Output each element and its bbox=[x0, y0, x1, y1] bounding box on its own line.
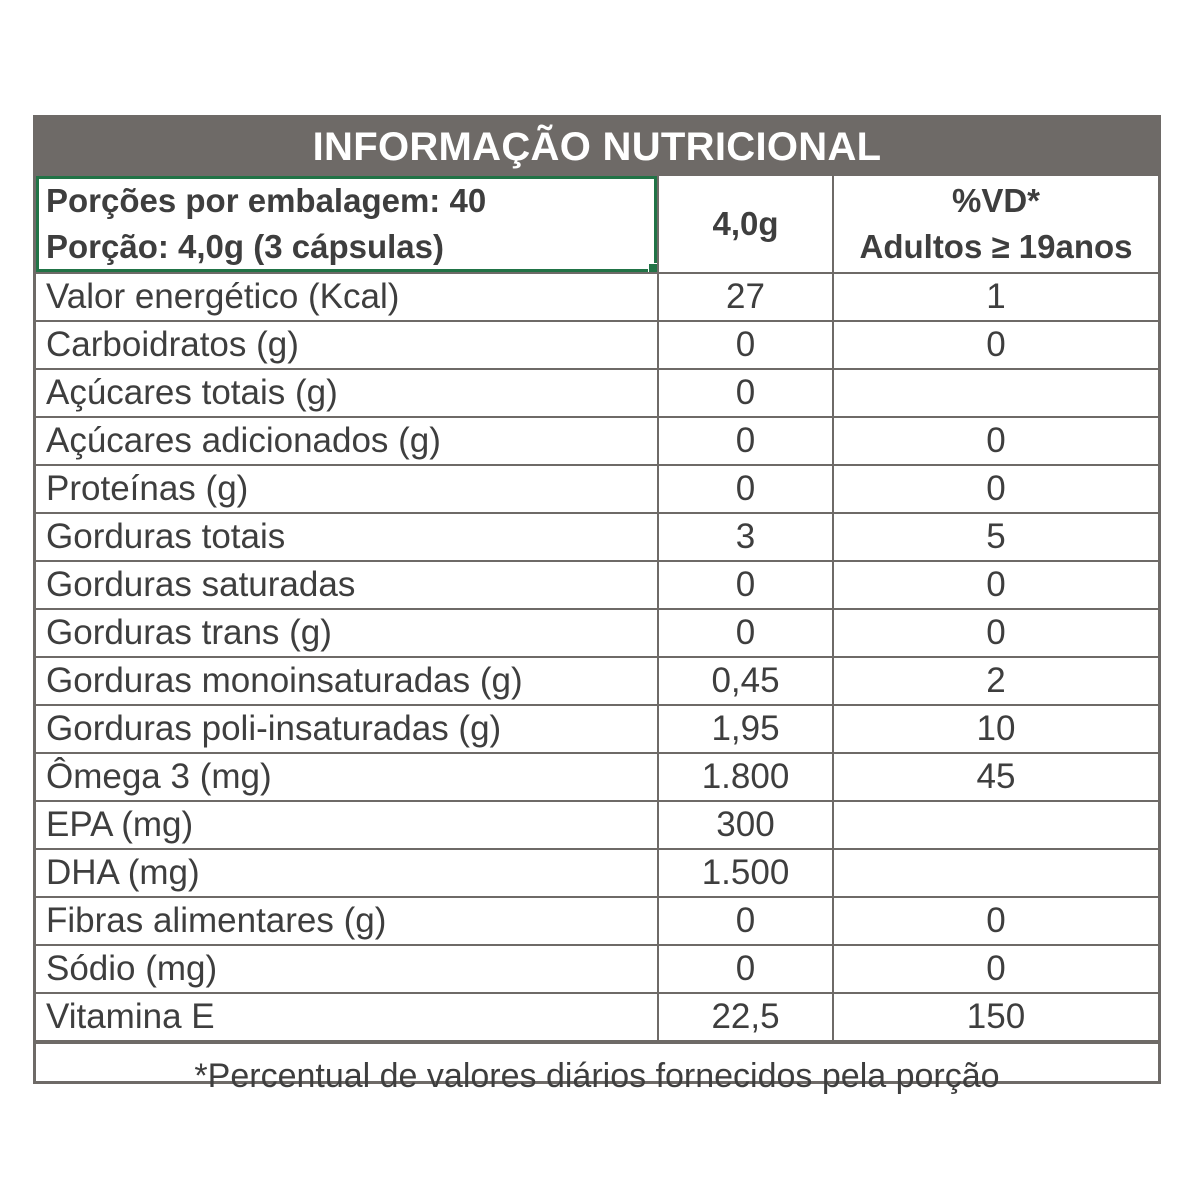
table-row bbox=[36, 513, 1158, 561]
nutrition-table-panel bbox=[33, 115, 1161, 1095]
amount-header-cell[interactable]: 4,0g bbox=[658, 176, 833, 273]
amount-cell[interactable]: 3 bbox=[658, 513, 833, 561]
nutrient-name-cell[interactable]: Proteínas (g) bbox=[36, 465, 658, 513]
amount-cell[interactable]: 1.800 bbox=[658, 753, 833, 801]
table-row bbox=[36, 849, 1158, 897]
portion-info-cell[interactable] bbox=[36, 176, 658, 273]
table-row bbox=[36, 801, 1158, 849]
vd-cell[interactable]: 0 bbox=[833, 417, 1158, 465]
vd-header-sublabel: Adultos ≥ 19anos bbox=[859, 228, 1133, 265]
vd-cell[interactable] bbox=[833, 801, 1158, 849]
table-row bbox=[36, 417, 1158, 465]
vd-cell[interactable]: 0 bbox=[833, 897, 1158, 945]
servings-per-package: Porções por embalagem: 40 bbox=[46, 182, 487, 219]
amount-cell[interactable]: 27 bbox=[658, 273, 833, 321]
amount-cell[interactable]: 0 bbox=[658, 321, 833, 369]
amount-cell[interactable]: 0 bbox=[658, 945, 833, 993]
vd-cell[interactable]: 10 bbox=[833, 705, 1158, 753]
nutrient-name-cell[interactable]: Gorduras trans (g) bbox=[36, 609, 658, 657]
nutrient-name-cell[interactable]: Vitamina E bbox=[36, 993, 658, 1041]
table-row bbox=[36, 465, 1158, 513]
vd-cell[interactable] bbox=[833, 369, 1158, 417]
header-row bbox=[36, 176, 1158, 273]
vd-header-label: %VD* bbox=[951, 182, 1041, 219]
nutrient-name-cell[interactable]: Açúcares totais (g) bbox=[36, 369, 658, 417]
amount-cell[interactable]: 1,95 bbox=[658, 705, 833, 753]
nutrient-name-cell[interactable]: Valor energético (Kcal) bbox=[36, 273, 658, 321]
nutrient-name-cell[interactable]: Gorduras monoinsaturadas (g) bbox=[36, 657, 658, 705]
table-row bbox=[36, 273, 1158, 321]
amount-cell[interactable]: 0,45 bbox=[658, 657, 833, 705]
vd-cell[interactable]: 1 bbox=[833, 273, 1158, 321]
amount-cell[interactable]: 300 bbox=[658, 801, 833, 849]
table-row bbox=[36, 369, 1158, 417]
amount-cell[interactable]: 22,5 bbox=[658, 993, 833, 1041]
table-row bbox=[36, 753, 1158, 801]
nutrient-name-cell[interactable]: DHA (mg) bbox=[36, 849, 658, 897]
vd-cell[interactable]: 45 bbox=[833, 753, 1158, 801]
portion-size: Porção: 4,0g (3 cápsulas) bbox=[46, 228, 444, 265]
nutrient-name-cell[interactable]: Fibras alimentares (g) bbox=[36, 897, 658, 945]
vd-cell[interactable]: 150 bbox=[833, 993, 1158, 1041]
nutrient-name-cell[interactable]: Açúcares adicionados (g) bbox=[36, 417, 658, 465]
table-row bbox=[36, 609, 1158, 657]
table-row bbox=[36, 897, 1158, 945]
table-row bbox=[36, 705, 1158, 753]
amount-cell[interactable]: 1.500 bbox=[658, 849, 833, 897]
amount-cell[interactable]: 0 bbox=[658, 465, 833, 513]
vd-cell[interactable]: 0 bbox=[833, 945, 1158, 993]
vd-cell[interactable]: 0 bbox=[833, 465, 1158, 513]
table-row bbox=[36, 657, 1158, 705]
vd-cell[interactable]: 0 bbox=[833, 561, 1158, 609]
nutrient-name-cell[interactable]: EPA (mg) bbox=[36, 801, 658, 849]
vd-cell[interactable]: 2 bbox=[833, 657, 1158, 705]
table-row bbox=[36, 321, 1158, 369]
amount-cell[interactable]: 0 bbox=[658, 609, 833, 657]
amount-cell[interactable]: 0 bbox=[658, 417, 833, 465]
amount-cell[interactable]: 0 bbox=[658, 561, 833, 609]
vd-cell[interactable]: 0 bbox=[833, 321, 1158, 369]
nutrition-table bbox=[36, 176, 1158, 1042]
nutrient-name-cell[interactable]: Gorduras saturadas bbox=[36, 561, 658, 609]
amount-cell[interactable]: 0 bbox=[658, 369, 833, 417]
nutrient-name-cell[interactable]: Gorduras poli-insaturadas (g) bbox=[36, 705, 658, 753]
table-row bbox=[36, 945, 1158, 993]
table-row bbox=[36, 561, 1158, 609]
vd-cell[interactable]: 0 bbox=[833, 609, 1158, 657]
vd-header-cell[interactable] bbox=[833, 176, 1158, 273]
nutrient-name-cell[interactable]: Ômega 3 (mg) bbox=[36, 753, 658, 801]
table-row bbox=[36, 993, 1158, 1041]
amount-cell[interactable]: 0 bbox=[658, 897, 833, 945]
vd-cell[interactable]: 5 bbox=[833, 513, 1158, 561]
nutrient-name-cell[interactable]: Gorduras totais bbox=[36, 513, 658, 561]
nutrient-name-cell[interactable]: Sódio (mg) bbox=[36, 945, 658, 993]
nutrient-name-cell[interactable]: Carboidratos (g) bbox=[36, 321, 658, 369]
vd-cell[interactable] bbox=[833, 849, 1158, 897]
footnote: *Percentual de valores diários fornecidos pela porção bbox=[36, 1042, 1158, 1108]
table-title: INFORMAÇÃO NUTRICIONAL bbox=[36, 118, 1158, 176]
